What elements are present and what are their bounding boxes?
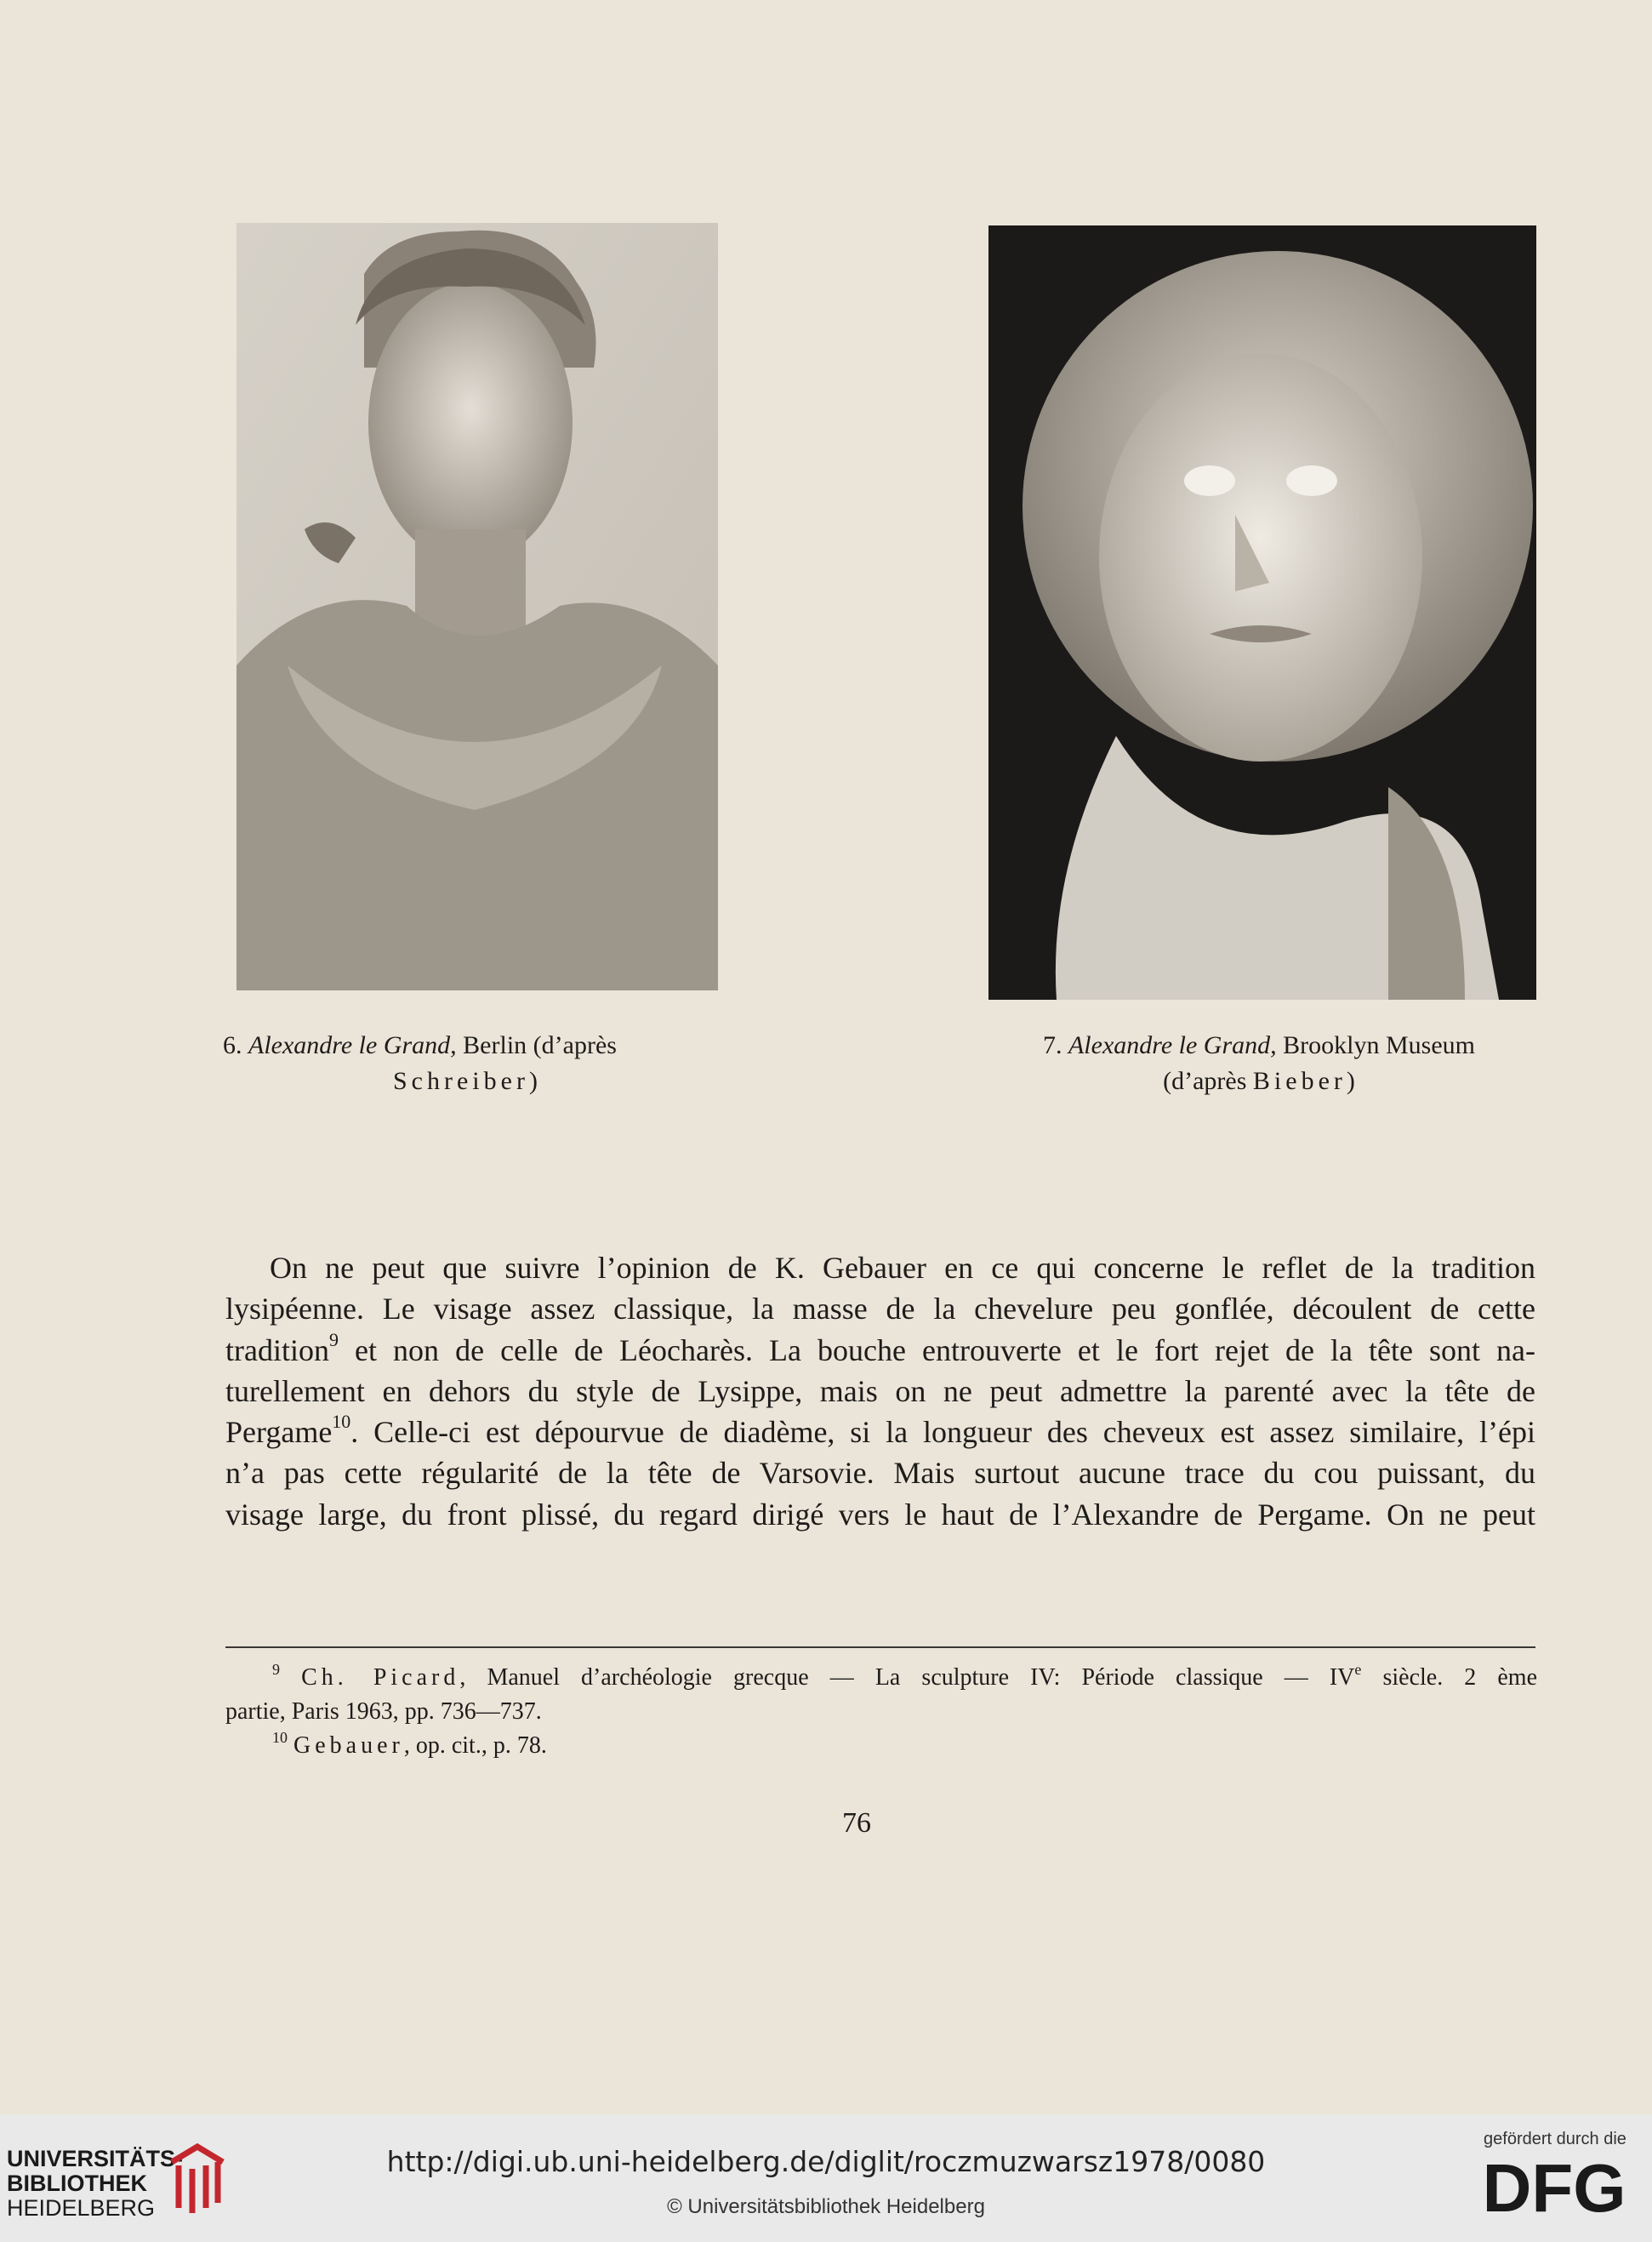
body-line-1: On ne peut que suivre l’opinion de K. Gebauer en ce qui concerne le reflet de la tradition [270, 1251, 1535, 1285]
footnote-10-author: Gebauer [293, 1732, 404, 1759]
figure-7-title: Alexandre le Grand, [1068, 1031, 1277, 1059]
dfg-logo-icon [1465, 2154, 1643, 2220]
body-line-5 [225, 1412, 1535, 1452]
library-name-line-2: BIBLIOTHEK [7, 2171, 147, 2196]
figure-7-open: (d’après [1163, 1067, 1253, 1095]
footnote-9-mark: 9 [272, 1660, 280, 1678]
footnote-10-mark: 10 [272, 1728, 288, 1746]
figure-6-close: ) [528, 1067, 538, 1095]
funding-label: gefördert durch die [1484, 2130, 1626, 2148]
body-text-fragment: et non de celle de Léocharès. La bouche entrouverte et le fort rejet de la tête sont na- [338, 1332, 1535, 1367]
body-text-fragment: tradition [225, 1332, 329, 1367]
figure-6-caption [223, 1028, 733, 1099]
body-paragraph [225, 1247, 1535, 1535]
body-line-4: turellement en dehors du style de Lysippe, mais on ne peut admettre la parenté avec la tête de [225, 1373, 1535, 1408]
footnote-ref-10[interactable]: 10 [332, 1411, 351, 1433]
body-line-3 [225, 1330, 1535, 1371]
figure-6-text: Berlin (d’après [456, 1031, 617, 1059]
footnote-9-continued: partie, Paris 1963, pp. 736—737. [225, 1698, 542, 1725]
footnote-9-text-end: siècle. 2 ème [1361, 1664, 1538, 1691]
body-line-6: n’a pas cette régularité de la tête de Varsovie. Mais surtout aucune trace du cou puissant, du [225, 1456, 1535, 1491]
figure-7-source: Bieber [1252, 1067, 1347, 1095]
footnote-9-author: Ch. Picard [301, 1664, 460, 1691]
footnotes [225, 1661, 1537, 1763]
footnote-9 [225, 1661, 1537, 1695]
figure-7-photo [988, 225, 1536, 1000]
footnote-divider [225, 1646, 1535, 1648]
figure-7-number: 7. [1042, 1031, 1062, 1059]
figure-7-text: Brooklyn Museum [1276, 1031, 1475, 1059]
permalink-url[interactable]: http://digi.ub.uni-heidelberg.de/diglit/roczmuzwarsz1978/0080 [386, 2145, 1266, 2178]
footnote-9-text: , Manuel d’archéologie grecque — La sculpture IV: Période classique — IV [459, 1664, 1355, 1691]
page-number: 76 [842, 1807, 871, 1839]
body-line-7: visage large, du front plissé, du regard dirigé vers le haut de l’Alexandre de Pergame. On ne peut [225, 1497, 1535, 1532]
footnote-10 [225, 1729, 1537, 1763]
library-name-line-1: UNIVERSITÄTS- [7, 2146, 184, 2171]
figure-6-title: Alexandre le Grand, [248, 1031, 457, 1059]
figure-6-photo [236, 223, 718, 990]
figure-6-source: Schreiber [393, 1067, 529, 1095]
figure-7-caption [970, 1028, 1548, 1099]
footnote-9-superscript: e [1354, 1660, 1362, 1678]
footnote-10-text: , op. cit., p. 78. [403, 1732, 547, 1759]
copyright-notice: © Universitätsbibliothek Heidelberg [667, 2195, 985, 2218]
body-line-2: lysipéenne. Le visage assez classique, la masse de la chevelure peu gonflée, découlent de cette [225, 1292, 1535, 1326]
body-text-fragment: . Celle-ci est dépourvue de diadème, si la longueur des cheveux est assez similaire, l’épi [350, 1415, 1535, 1450]
body-text-fragment: Pergame [225, 1415, 333, 1450]
figure-7-close: ) [1346, 1067, 1355, 1095]
library-name-line-3: HEIDELBERG [7, 2195, 156, 2221]
footer-bar [0, 2114, 1652, 2242]
footnote-ref-9[interactable]: 9 [328, 1328, 339, 1350]
dfg-logo-text: DFG [1482, 2154, 1626, 2220]
figure-6-number: 6. [223, 1031, 242, 1059]
